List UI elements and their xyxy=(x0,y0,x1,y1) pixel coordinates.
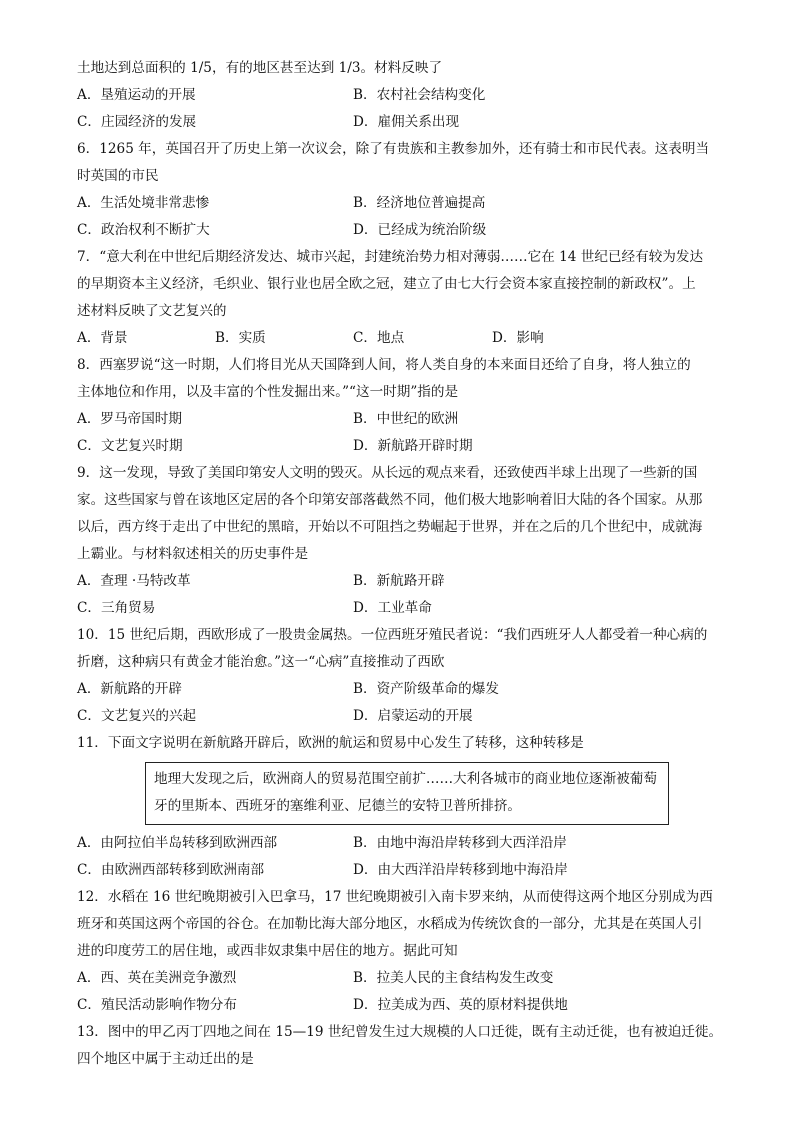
option-row xyxy=(77,406,722,433)
question-text-line: 以后，西方终于走出了中世纪的黑暗，开始以不可阻挡之势崛起于世界，并在之后的几个世纪中，成就海 xyxy=(77,519,703,535)
option-row xyxy=(77,433,722,460)
option-c: C．殖民活动影响作物分布 xyxy=(77,997,237,1013)
option-row xyxy=(77,965,722,992)
option-c: C．庄园经济的发展 xyxy=(77,114,197,130)
option-d: D．雇佣关系出现 xyxy=(353,114,460,130)
option-a: A．垦殖运动的开展 xyxy=(77,87,196,103)
option-d: D．由大西洋沿岸转移到地中海沿岸 xyxy=(353,862,568,878)
option-a: A．查理 ·马特改革 xyxy=(77,573,191,589)
question-text-line: 8．西塞罗说“这一时期，人们将目光从天国降到人间，将人类自身的本来面目还给了自身，将人独立的 xyxy=(77,357,691,373)
option-row xyxy=(77,857,722,884)
option-row xyxy=(77,676,722,703)
question-text-line: 进的印度劳工的居住地，或西非奴隶集中居住的地方。据此可知 xyxy=(77,943,458,959)
option-a: A．西、英在美洲竞争激烈 xyxy=(77,970,237,986)
question-text-line: 10．15 世纪后期，西欧形成了一股贵金属热。一位西班牙殖民者说：“我们西班牙人人都受着一种心病的 xyxy=(77,627,708,643)
question-7 xyxy=(77,244,722,352)
question-text-line: 12．水稻在 16 世纪晚期被引入巴拿马，17 世纪晚期被引入南卡罗来纳，从而使得这两个地区分别成为西 xyxy=(77,889,713,905)
option-d: D．已经成为统治阶级 xyxy=(353,222,487,238)
option-b: B．新航路开辟 xyxy=(353,573,445,589)
option-d: D．工业革命 xyxy=(353,600,432,616)
question-text-line: 班牙和英国这两个帝国的谷仓。在加勒比海大部分地区，水稻成为传统饮食的一部分，尤其是在英国人引 xyxy=(77,916,703,932)
option-d: D．启蒙运动的开展 xyxy=(353,708,473,724)
option-row xyxy=(77,830,722,857)
option-row xyxy=(77,325,722,352)
question-6 xyxy=(77,136,722,244)
option-b: B．由地中海沿岸转移到大西洋沿岸 xyxy=(353,835,567,851)
option-b: B．拉美人民的主食结构发生改变 xyxy=(353,970,554,986)
option-a: A．生活处境非常悲惨 xyxy=(77,195,210,211)
option-b: B．实质 xyxy=(215,330,266,346)
option-c: C．由欧洲西部转移到欧洲南部 xyxy=(77,862,265,878)
option-row xyxy=(77,109,722,136)
option-a: A．新航路的开辟 xyxy=(77,681,182,697)
question-12 xyxy=(77,884,722,1019)
option-d: D．影响 xyxy=(492,330,544,346)
option-d: D．新航路开辟时期 xyxy=(353,438,473,454)
option-c: C．政治权利不断扩大 xyxy=(77,222,210,238)
question-text-line: 的早期资本主义经济，毛织业、银行业也居全欧之冠，建立了由七大行会资本家直接控制的新政权”。上 xyxy=(77,276,696,292)
question-text-line: 述材料反映了文艺复兴的 xyxy=(77,303,227,319)
option-b: B．经济地位普遍提高 xyxy=(353,195,486,211)
option-row xyxy=(77,703,722,730)
question-text-line: 6．1265 年，英国召开了历史上第一次议会，除了有贵族和主教参加外，还有骑士和市民代表。这表明当 xyxy=(77,141,710,157)
question-text-line: 土地达到总面积的 1/5，有的地区甚至达到 1/3。材料反映了 xyxy=(77,60,443,76)
question-text-line: 9．这一发现，导致了美国印第安人文明的毁灭。从长远的观点来看，还致使西半球上出现了一些新的国 xyxy=(77,465,698,481)
exam-page xyxy=(77,55,722,1073)
question-text-line: 13．图中的甲乙丙丁四地之间在 15—19 世纪曾发生过大规模的人口迁徙，既有主动迁徙，也有被迫迁徙。 xyxy=(77,1024,723,1040)
question-11 xyxy=(77,730,722,884)
option-row xyxy=(77,217,722,244)
option-row xyxy=(77,568,722,595)
question-text-line: 四个地区中属于主动迁出的是 xyxy=(77,1051,254,1067)
question-8 xyxy=(77,352,722,460)
option-row xyxy=(77,595,722,622)
question-10 xyxy=(77,622,722,730)
question-text-line: 上霸业。与材料叙述相关的历史事件是 xyxy=(77,546,309,562)
question-text-line: 11．下面文字说明在新航路开辟后，欧洲的航运和贸易中心发生了转移，这种转移是 xyxy=(77,735,584,751)
option-row xyxy=(77,82,722,109)
option-c: C．地点 xyxy=(353,330,405,346)
option-c: C．三角贸易 xyxy=(77,600,156,616)
option-d: D．拉美成为西、英的原材料提供地 xyxy=(353,997,568,1013)
question-text-line: 家。这些国家与曾在该地区定居的各个印第安部落截然不同，他们极大地影响着旧大陆的各个国家。从那 xyxy=(77,492,703,508)
option-a: A．由阿拉伯半岛转移到欧洲西部 xyxy=(77,835,278,851)
question-text-line: 折磨，这种病只有黄金才能治愈。”这一“心病”直接推动了西欧 xyxy=(77,654,445,670)
option-a: A．背景 xyxy=(77,330,128,346)
option-b: B．农村社会结构变化 xyxy=(353,87,486,103)
question-text-line: 时英国的市民 xyxy=(77,168,159,184)
option-b: B．中世纪的欧洲 xyxy=(353,411,459,427)
question-text-line: 主体地位和作用，以及丰富的个性发掘出来。”“这一时期”指的是 xyxy=(77,384,459,400)
option-c: C．文艺复兴时期 xyxy=(77,438,183,454)
option-row xyxy=(77,992,722,1019)
option-b: B．资产阶级革命的爆发 xyxy=(353,681,499,697)
option-a: A．罗马帝国时期 xyxy=(77,411,182,427)
quoted-material-box: 地理大发现之后，欧洲商人的贸易范围空前扩……大利各城市的商业地位逐渐被葡萄牙的里斯本、西班牙的塞维利亚、尼德兰的安特卫普所排挤。 xyxy=(145,762,669,825)
option-row xyxy=(77,190,722,217)
question-text-line: 7．“意大利在中世纪后期经济发达、城市兴起，封建统治势力相对薄弱……它在 14 世纪已经有较为发达 xyxy=(77,249,704,265)
question-9 xyxy=(77,460,722,622)
question-13 xyxy=(77,1019,722,1073)
option-c: C．文艺复兴的兴起 xyxy=(77,708,197,724)
